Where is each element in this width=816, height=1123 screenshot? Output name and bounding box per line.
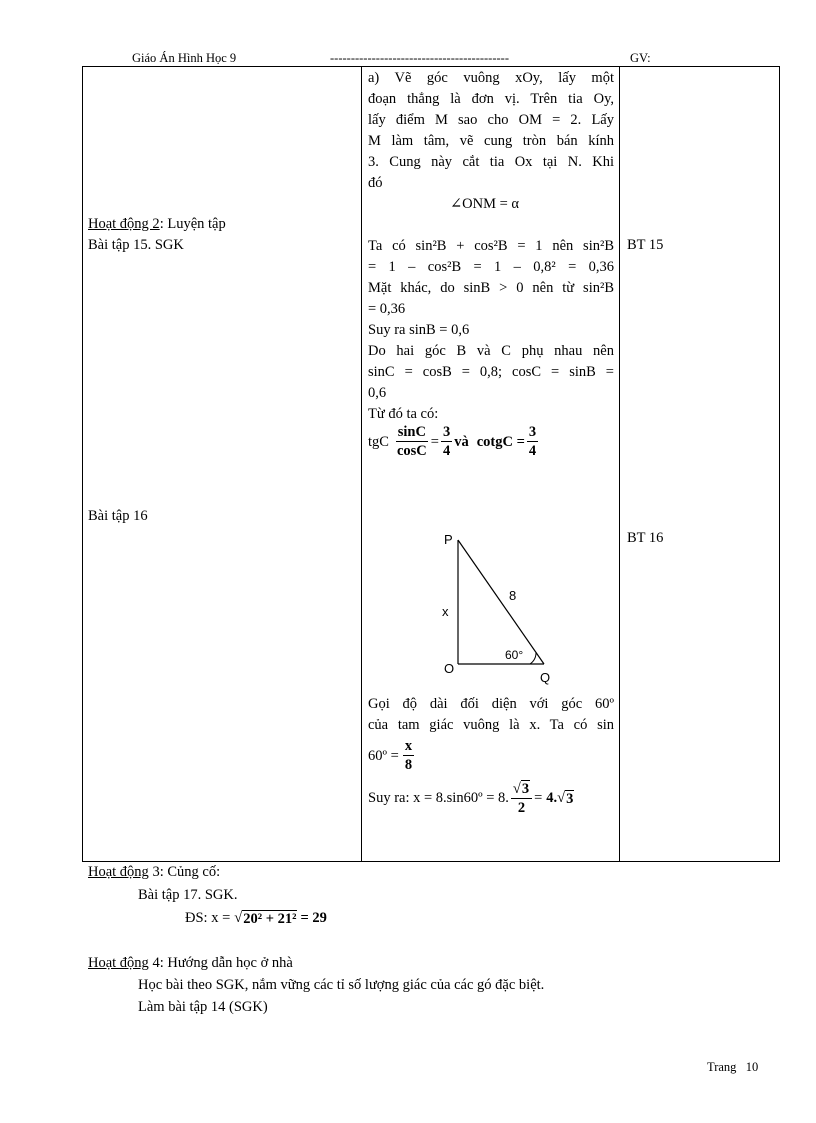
side-x-label: x	[442, 604, 449, 619]
part-a-text: a) Vẽ góc vuông xOy, lấy một đoạn thẳng là đơn vị. Trên tia Oy, lấy điểm M sao cho OM = 2. Lấy M làm tâm, vẽ cung tròn bán kính 3. Cung này cắt tia Ox tại N. Khi đó	[368, 70, 614, 191]
activity-3-heading: Hoạt động 3: Củng cố:	[88, 864, 221, 880]
result-formula: Suy ra: x = 8.sin60º = 8. $\frac{√3}{2}$ = 4. √ 3	[368, 781, 574, 816]
right-triangle-figure	[430, 528, 560, 688]
table-divider-2	[619, 66, 620, 862]
exercise-17-answer: ĐS: x = √ 20² + 21² = 29	[185, 910, 327, 927]
teacher-label: GV:	[630, 51, 651, 65]
table-bottom-border	[82, 861, 780, 862]
angle-60-label: 60°	[505, 648, 524, 662]
header-dashes: -------------------------------------------	[330, 51, 509, 65]
document-title: Giáo Án Hình Học 9	[132, 51, 237, 65]
table-top-border	[82, 66, 780, 67]
sin60-formula: 60º = $\frac{x}{8}$	[368, 738, 413, 773]
activity-4-heading: Hoạt động 4: Hướng dẫn học ở nhà	[88, 955, 293, 971]
hypotenuse-label: 8	[509, 588, 517, 603]
exercise-16-label: Bài tập 16	[88, 508, 148, 524]
page-number: Trang 10	[707, 1060, 759, 1074]
exercise-17-label: Bài tập 17. SGK.	[138, 887, 238, 903]
exercise-15-solution: Ta có sin²B + cos²B = 1 nên sin²B = 1 – cos²B = 1 – 0,8² = 0,36 Mặt khác, do sinB > 0 nên từ sin²B = 0,36 Suy ra sinB = 0,6 Do hai góc B và C phụ nhau nên sinC = cosB = 0,8; cosC = sinB = 0,6 Từ đó ta có:	[368, 238, 614, 422]
side-pq	[458, 540, 544, 664]
angle-equation: ∠ONM = α	[450, 196, 520, 212]
table-right-border	[779, 66, 780, 862]
vertex-o-label: O	[444, 661, 455, 676]
table-left-border	[82, 66, 83, 862]
exercise-16-solution: Gọi độ dài đối diện với góc 60º của tam giác vuông là x. Ta có sin	[368, 696, 614, 733]
vertex-p-label: P	[444, 532, 453, 547]
table-divider-1	[361, 66, 362, 862]
activity-2-heading: Hoạt động 2: Luyện tập	[88, 216, 226, 232]
bt15-note: BT 15	[627, 237, 664, 253]
bt16-note: BT 16	[627, 530, 664, 546]
homework-line-1: Học bài theo SGK, nắm vững các tỉ số lượng giác của các gó đặc biệt.	[138, 977, 545, 993]
homework-line-2: Làm bài tập 14 (SGK)	[138, 999, 268, 1015]
vertex-q-label: Q	[540, 670, 551, 685]
angle-arc	[530, 652, 536, 664]
tgc-formula: tgC $\frac{\sin C}{\cos C}$ = $\frac{3}{4}$ và cotgC = $\frac{3}{4}$	[368, 424, 537, 459]
exercise-15-label: Bài tập 15. SGK	[88, 237, 184, 253]
